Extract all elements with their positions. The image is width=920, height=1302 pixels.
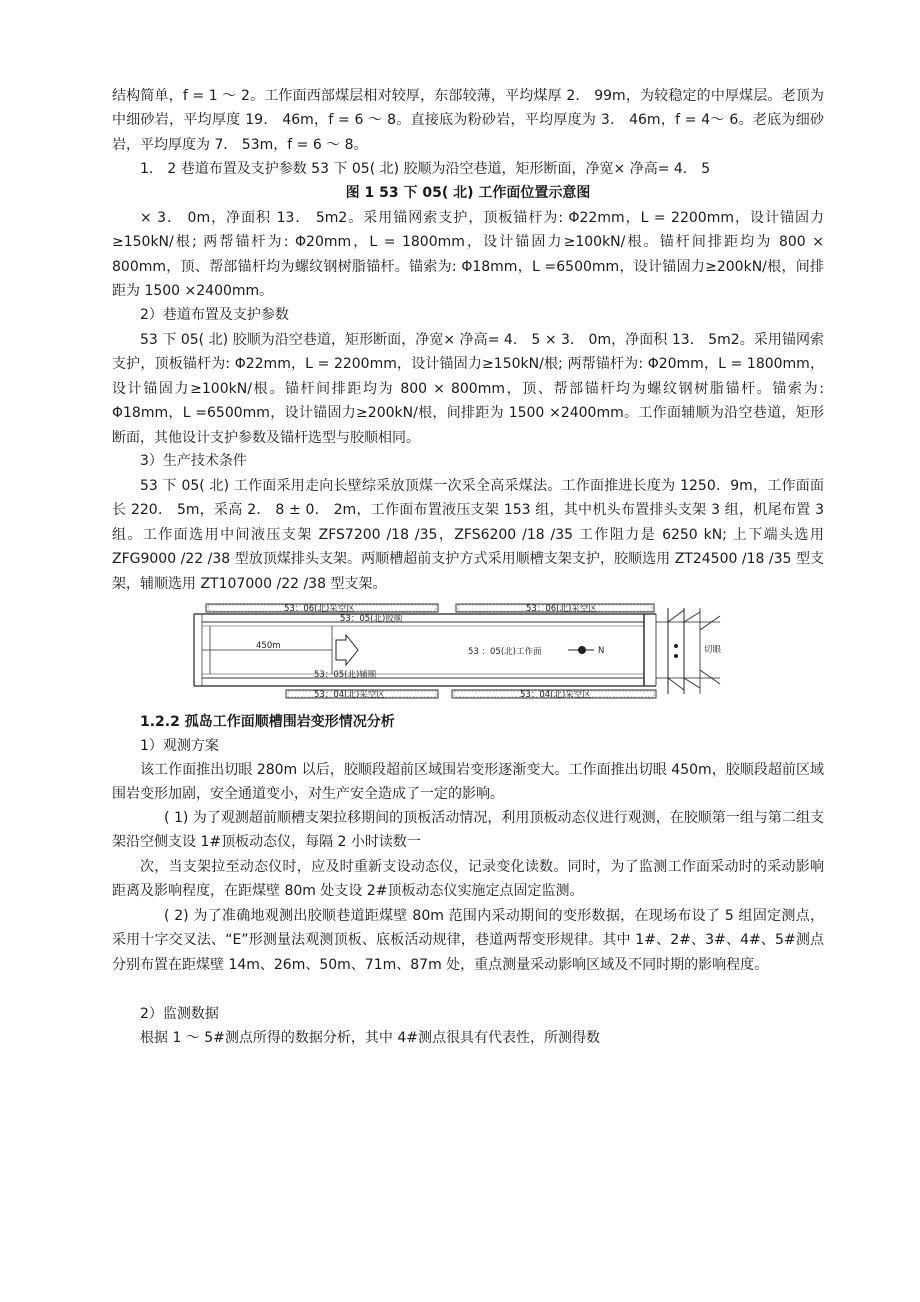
section-heading-1-2-2: 1.2.2 孤岛工作面顺槽围岩变形情况分析 <box>140 714 395 730</box>
gateway-belt-label: 53：05(北)胶顺 <box>340 614 403 624</box>
top-right-goaf-label: 53：06(北)采空区 <box>526 604 597 614</box>
heading-production-conditions: 3）生产技术条件 <box>140 453 247 469</box>
paragraph-observation-2: ( 2) 为了准确地观测出胶顺巷道距煤壁 80m 范围内采动期间的变形数据，在现场布设了 5 组固定测点，采用十字交叉法、“E”形测量法观测顶板、底板活动规律，巷道两帮变形规律。其中 1#、2#、3#、4#、5#测点分别布置在距煤壁 14m、26m、50m、71m、87m 处，重点测量采动影响区域及不同时期的影响程度。 <box>112 908 824 973</box>
working-face-diagram <box>190 602 732 700</box>
paragraph-monitoring-data: 根据 1 ～ 5#测点所得的数据分析，其中 4#测点很具有代表性，所测得数 <box>140 1030 600 1046</box>
paragraph-observation-1-cont: 次，当支架拉至动态仪时，应及时重新支设动态仪，记录变化读数。同时，为了监测工作面采动时的采动影响距离及影响程度，在距煤壁 80m 处支设 2#顶板动态仪实施定点固定监测。 <box>112 859 824 900</box>
figure-caption: 图 1 53 下 05( 北) 工作面位置示意图 <box>345 185 591 201</box>
gateway-aux-label: 53：05(北)辅顺 <box>314 670 377 680</box>
bottom-right-goaf-label: 53：04(北)采空区 <box>520 690 591 700</box>
compass-north-label: N <box>598 646 605 656</box>
paragraph-observation-1: ( 1) 为了观测超前顺槽支架拉移期间的顶板活动情况，利用顶板动态仪进行观测，在胶顺第一组与第二组支架沿空侧支设 1#顶板动态仪，每隔 2 小时读数一 <box>112 810 824 851</box>
paragraph-support-params: × 3． 0m，净面积 13． 5m2。采用锚网索支护，顶板锚杆为: Φ22mm，L = 2200mm，设计锚固力≥150kN/根; 两帮锚杆为: Φ20mm，L = 1800mm，设计锚固力≥100kN/根。锚杆间排距均为 800 × 800mm，顶、帮部锚杆均为螺纹钢树脂锚杆。锚索为: Φ18mm，L =6500mm，设计锚固力≥200kN/根，间排距为 1500 ×2400mm。 <box>112 210 829 300</box>
paragraph-geology: 结构简单，f = 1 ～ 2。工作面西部煤层相对较厚，东部较薄，平均煤厚 2． 99m，为较稳定的中厚煤层。老顶为中细砂岩，平均厚度 19． 46m，f = 6 ～ 8。直接底为粉砂岩，平均厚度为 3． 46m，f = 4～ 6。老底为细砂岩，平均厚度为 7． 53m，f = 6 ～ 8。 <box>112 88 824 153</box>
paragraph-roadway-layout: 53 下 05( 北) 胶顺为沿空巷道，矩形断面，净宽× 净高= 4． 5 × 3． 0m，净面积 13． 5m2。采用锚网索支护，顶板锚杆为: Φ22mm，L = 2200mm，设计锚固力≥150kN/根; 两帮锚杆为: Φ20mm，L = 1800mm，设计锚固力≥100kN/根。锚杆间排距均为 800 × 800mm，顶、帮部锚杆均为螺纹钢树脂锚杆。锚索为: Φ18mm，L =6500mm，设计锚固力≥200kN/根，间排距为 1500 ×2400mm。工作面辅顺为沿空巷道，矩形断面，其他设计支护参数及锚杆选型与胶顺相同。 <box>112 332 829 446</box>
heading-roadway-layout: 2）巷道布置及支护参数 <box>140 307 289 323</box>
heading-observation-plan: 1）观测方案 <box>140 738 219 754</box>
paragraph-roadway-intro: 1． 2 巷道布置及支护参数 53 下 05( 北) 胶顺为沿空巷道，矩形断面，净宽× 净高= 4． 5 <box>140 161 711 177</box>
advance-direction-arrow <box>336 635 358 665</box>
side-label: 切眼 <box>704 645 722 655</box>
top-left-goaf-label: 53：06(北)采空区 <box>284 604 355 614</box>
working-face-label: 53 ：05(北)工作面 <box>468 647 542 657</box>
heading-monitoring-data: 2）监测数据 <box>140 1006 219 1022</box>
paragraph-observation-intro: 该工作面推出切眼 280m 以后，胶顺段超前区域围岩变形逐渐变大。工作面推出切眼 450m，胶顺段超前区域围岩变形加剧，安全通道变小，对生产安全造成了一定的影响。 <box>112 762 824 803</box>
distance-label: 450m <box>256 641 281 651</box>
bottom-left-goaf-label: 53：04(北)采空区 <box>314 690 385 700</box>
paragraph-production-conditions: 53 下 05( 北) 工作面采用走向长壁综采放顶煤一次采全高采煤法。工作面推进长度为 1250．9m，工作面面长 220． 5m，采高 2． 8 ± 0． 2m，工作面布置液压支架 153 组，其中机头布置排头支架 3 组，机尾布置 3 组。工作面选用中间液压支架 ZFS7200 /18 /35，ZFS6200 /18 /35 工作阻力是 6250 kN; 上下端头选用 ZFG9000 /22 /38 型放顶煤排头支架。两顺槽超前支护方式采用顺槽支架支护，胶顺选用 ZT24500 /18 /35 型支架，辅顺选用 ZT107000 /22 /38 型支架。 <box>112 478 829 592</box>
